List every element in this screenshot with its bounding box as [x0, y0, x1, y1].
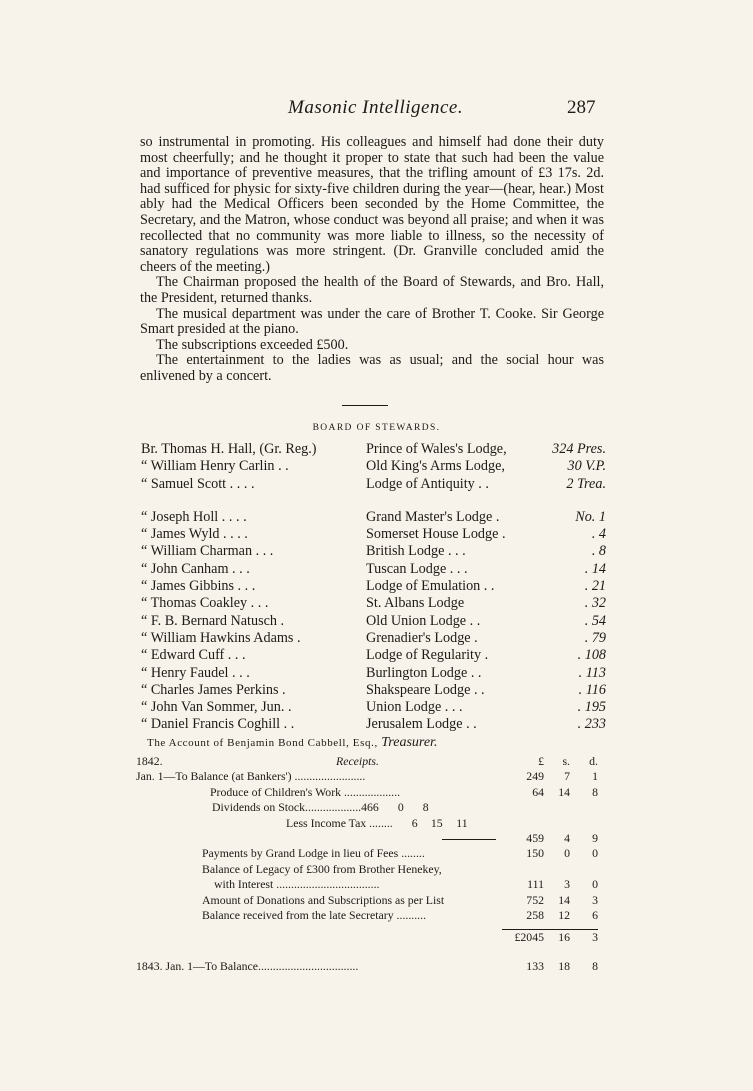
steward-row	[141, 647, 606, 664]
steward-row	[141, 665, 606, 682]
account-title-prefix: The Account of Benjamin Bond Cabbell, Esq.,	[147, 737, 378, 749]
treasurer-account	[136, 754, 598, 974]
account-line	[136, 846, 598, 861]
lodge-number: . 116	[578, 681, 606, 698]
steward-row	[141, 699, 606, 716]
steward-row	[141, 578, 606, 595]
steward-lodge	[366, 613, 606, 630]
lodge-number: . 79	[584, 629, 606, 646]
account-line-amount	[502, 846, 598, 861]
account-line	[136, 908, 598, 923]
steward-row	[141, 526, 606, 543]
stewards-heading: BOARD OF STEWARDS.	[312, 423, 441, 433]
account-line-desc: Balance received from the late Secretary ..........	[202, 907, 427, 922]
pence-header: d.	[589, 754, 598, 768]
steward-name: “ F. B. Bernard Natusch .	[141, 612, 285, 629]
subtotal-rule	[442, 839, 496, 840]
lodge-name: Prince of Wales's Lodge,	[366, 441, 507, 457]
lodge-name: Shakspeare Lodge . .	[366, 681, 485, 698]
lodge-name: Old King's Arms Lodge,	[366, 458, 505, 475]
steward-name: “ Samuel Scott . . . .	[141, 475, 255, 492]
currency-header	[502, 754, 598, 769]
shillings-header: s.	[562, 754, 570, 768]
lodge-number: . 233	[577, 716, 606, 733]
running-title: Masonic Intelligence.	[288, 97, 464, 118]
account-line-legacy-1	[136, 862, 598, 877]
steward-lodge	[366, 561, 606, 578]
steward-name: “ Joseph Holl . . . .	[141, 508, 247, 525]
account-total-row	[136, 929, 598, 944]
account-line-tax	[136, 816, 598, 831]
amount-pence: 1	[592, 769, 598, 784]
pounds-header: £	[538, 754, 544, 768]
lodge-number: . 8	[591, 543, 606, 560]
lodge-name: Grenadier's Lodge .	[366, 629, 478, 646]
steward-row	[141, 561, 606, 578]
lodge-number: 30 V.P.	[567, 458, 606, 475]
final-shillings: 18	[558, 958, 570, 973]
steward-lodge	[366, 699, 606, 716]
lodge-name: Burlington Lodge . .	[366, 664, 482, 681]
account-final-row	[136, 959, 598, 974]
steward-row	[141, 682, 606, 699]
account-line-desc: Amount of Donations and Subscriptions as per List	[202, 892, 445, 907]
steward-lodge	[366, 630, 606, 647]
amount-shillings: 12	[558, 907, 570, 922]
steward-name: “ Daniel Francis Coghill . .	[141, 716, 295, 733]
steward-name: “ William Charman . . .	[141, 543, 274, 560]
steward-lodge	[366, 682, 606, 699]
running-head	[0, 97, 753, 123]
amount-shillings: 14	[558, 892, 570, 907]
paragraph: The entertainment to the ladies was as usual; and the social hour was enlivened by a concert.	[140, 352, 604, 384]
tax-pounds: 6	[411, 815, 418, 830]
account-line-amount	[502, 769, 598, 784]
account-year: 1842.	[136, 754, 163, 768]
steward-row	[141, 509, 606, 526]
steward-row	[141, 476, 606, 493]
steward-lodge	[366, 647, 606, 664]
account-line-desc	[136, 816, 598, 831]
account-line-legacy-2	[136, 877, 598, 892]
lodge-name: St. Albans Lodge	[366, 595, 465, 612]
legacy-pounds: 111	[527, 877, 544, 892]
lodge-number: . 32	[584, 595, 606, 612]
steward-lodge	[366, 509, 606, 526]
lodge-number: 324 Pres.	[552, 441, 606, 457]
lodge-name: Jerusalem Lodge . .	[366, 716, 477, 733]
account-line	[136, 893, 598, 908]
amount-pence: 6	[592, 907, 598, 922]
paragraph: so instrumental in promoting. His colleagues and himself had done their duty most cheerfully; and he thought it proper to state that such had been the value and importance of preventive measures, that the trifling amount of £3 17s. 2d. had sufficed for physic for sixty-five children during the year—(hear, hear.) Most ably had the Medical Officers been seconded by the Home Committee, the Secretary, and the Matron, whose conduct was beyond all praise; and when it was recollected that no community was more liable to illness, so the necessity of sanatory regulations was more stringent. (Dr. Granville concluded amid the cheers of the meeting.)	[140, 134, 604, 275]
lodge-name: Lodge of Antiquity . .	[366, 475, 489, 492]
lodge-number: . 54	[584, 612, 606, 629]
steward-row	[141, 595, 606, 612]
legacy-desc-2: with Interest ...................................	[214, 877, 380, 892]
amount-pounds: 752	[526, 892, 544, 907]
final-pence: 8	[592, 958, 598, 973]
account-line-amount	[502, 908, 598, 923]
account-line-desc: Payments by Grand Lodge in lieu of Fees ........	[202, 846, 425, 861]
steward-lodge	[366, 543, 606, 560]
amount-pence: 3	[592, 892, 598, 907]
dividends-shillings: 0	[397, 800, 404, 815]
steward-lodge	[366, 526, 606, 543]
steward-lodge	[366, 476, 606, 493]
dividends-pence: 8	[422, 800, 429, 815]
stewards-officers	[141, 441, 606, 493]
lodge-name: Lodge of Emulation . .	[366, 578, 495, 595]
account-line-amount	[502, 862, 598, 877]
total-pounds: £2045	[514, 930, 544, 945]
tax-shillings: 15	[430, 815, 443, 830]
steward-lodge	[366, 441, 606, 458]
steward-name: “ James Gibbins . . .	[141, 578, 256, 595]
account-line-desc: Produce of Children's Work ...................	[210, 784, 401, 799]
steward-row	[141, 716, 606, 733]
steward-row	[141, 458, 606, 475]
legacy-desc-1: Balance of Legacy of £300 from Brother Henekey,	[202, 861, 442, 876]
steward-lodge	[366, 595, 606, 612]
legacy-pence: 0	[592, 877, 598, 892]
steward-name: “ Thomas Coakley . . .	[141, 595, 269, 612]
steward-name: “ William Henry Carlin . .	[141, 458, 289, 475]
amount-shillings: 0	[564, 846, 570, 861]
lodge-number: . 108	[577, 647, 606, 664]
amount-shillings: 14	[558, 784, 570, 799]
steward-name: “ Edward Cuff . . .	[141, 647, 246, 664]
final-desc: 1843. Jan. 1—To Balance..................................	[136, 958, 359, 973]
steward-row	[141, 441, 606, 458]
steward-row	[141, 613, 606, 630]
lodge-name: British Lodge . . .	[366, 543, 466, 560]
steward-name: “ Henry Faudel . . .	[141, 664, 250, 681]
paragraph: The subscriptions exceeded £500.	[156, 336, 349, 353]
account-line	[136, 769, 598, 784]
amount-pence: 8	[592, 784, 598, 799]
stewards-members	[141, 509, 606, 734]
lodge-number: . 21	[584, 578, 606, 595]
account-header-row	[136, 754, 598, 769]
tax-pence: 11	[456, 815, 468, 830]
lodge-name: Union Lodge . . .	[366, 699, 463, 716]
lodge-number: 2 Trea.	[566, 475, 606, 492]
steward-name: Br. Thomas H. Hall, (Gr. Reg.)	[141, 441, 317, 457]
amount-pounds: 258	[526, 907, 544, 922]
dividends-desc: Dividends on Stock...................466	[212, 800, 379, 815]
steward-name: “ John Van Sommer, Jun. .	[141, 699, 292, 716]
lodge-number: . 4	[591, 526, 606, 543]
paragraph: The musical department was under the care of Brother T. Cooke. Sir George Smart presided at the piano.	[140, 305, 604, 338]
lodge-number: . 113	[578, 664, 606, 681]
steward-name: “ John Canham . . .	[141, 560, 250, 577]
amount-pounds: 64	[532, 784, 544, 799]
lodge-name: Lodge of Regularity .	[366, 647, 489, 664]
account-total-amount	[502, 929, 598, 944]
account-title	[147, 735, 607, 751]
final-pounds: 133	[526, 958, 544, 973]
amount-pence: 0	[592, 846, 598, 861]
steward-lodge	[366, 458, 606, 475]
account-total-spacer	[136, 929, 502, 944]
net-pounds: 459	[526, 830, 544, 845]
tax-desc: Less Income Tax ........	[286, 815, 393, 830]
body-text	[140, 135, 604, 385]
steward-row	[141, 630, 606, 647]
lodge-name: Tuscan Lodge . . .	[366, 560, 468, 577]
total-shillings: 16	[558, 930, 570, 945]
amount-pounds: 150	[526, 846, 544, 861]
account-gap	[136, 945, 598, 959]
account-lines	[136, 769, 598, 800]
amount-pounds: 249	[526, 769, 544, 784]
lodge-number: No. 1	[575, 508, 606, 525]
steward-lodge	[366, 578, 606, 595]
account-lines	[136, 846, 598, 861]
total-pence: 3	[592, 930, 598, 945]
account-line-amount	[502, 959, 598, 974]
receipts-label: Receipts.	[336, 754, 379, 768]
steward-name: “ James Wyld . . . .	[141, 526, 248, 543]
account-title-role: Treasurer.	[381, 735, 438, 750]
account-line-dividends	[136, 800, 598, 815]
lodge-number: . 195	[577, 699, 606, 716]
stewards-gap	[141, 493, 606, 509]
section-divider	[342, 405, 388, 406]
account-line-amount	[502, 877, 598, 892]
account-line-amount	[502, 831, 598, 846]
steward-lodge	[366, 716, 606, 733]
account-line-amount	[502, 893, 598, 908]
steward-name: “ Charles James Perkins .	[141, 681, 286, 698]
account-line-desc	[136, 800, 598, 815]
amount-shillings: 7	[564, 769, 570, 784]
stewards-list	[141, 441, 606, 734]
lodge-number: . 14	[584, 560, 606, 577]
page-number: 287	[567, 97, 596, 118]
lodge-name: Grand Master's Lodge .	[366, 508, 500, 525]
account-line-net	[136, 831, 598, 846]
account-line	[136, 785, 598, 800]
lodge-name: Old Union Lodge . .	[366, 612, 481, 629]
subtotal-rule-holder	[136, 831, 502, 846]
legacy-shillings: 3	[564, 877, 570, 892]
account-line-desc: Jan. 1—To Balance (at Bankers') ........................	[136, 769, 366, 784]
net-shillings: 4	[564, 830, 570, 845]
lodge-name: Somerset House Lodge .	[366, 526, 506, 543]
account-line-amount	[502, 785, 598, 800]
account-lines	[136, 893, 598, 924]
steward-name: “ William Hawkins Adams .	[141, 629, 301, 646]
net-pence: 9	[592, 830, 598, 845]
steward-lodge	[366, 665, 606, 682]
paragraph: The Chairman proposed the health of the Board of Stewards, and Bro. Hall, the President, returned thanks.	[140, 274, 604, 306]
steward-row	[141, 543, 606, 560]
